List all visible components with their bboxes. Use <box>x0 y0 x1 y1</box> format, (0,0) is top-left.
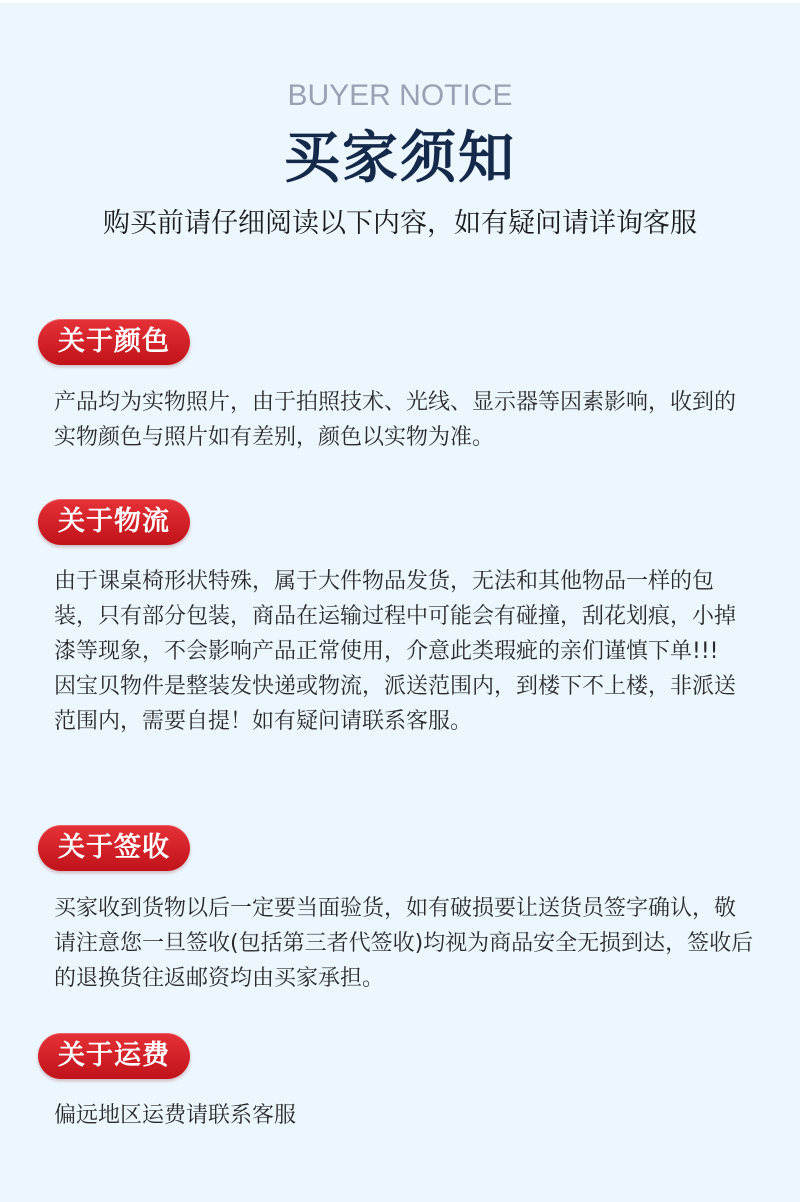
section-paragraph: 因宝贝物件是整装发快递或物流，派送范围内，到楼下不上楼，非派送范围内，需要自提！如有疑问请联系客服。 <box>54 674 737 734</box>
section-paragraph: 偏远地区运费请联系客服 <box>54 1103 297 1128</box>
section-body-signing <box>54 891 754 996</box>
section-body-logistics <box>54 564 754 739</box>
section-badge-signing: 关于签收 <box>38 825 190 871</box>
section-badge-logistics: 关于物流 <box>38 499 190 545</box>
section-paragraph: 产品均为实物照片，由于拍照技术、光线、显示器等因素影响，收到的实物颜色与照片如有差别，颜色以实物为准。 <box>54 390 737 450</box>
section-badge-color: 关于颜色 <box>38 319 190 365</box>
section-badge-shipping: 关于运费 <box>38 1033 190 1079</box>
page-title: 买家须知 <box>284 126 516 191</box>
section-body-shipping <box>54 1098 754 1133</box>
section-body-color <box>54 385 754 455</box>
section-paragraph: 由于课桌椅形状特殊，属于大件物品发货，无法和其他物品一样的包装，只有部分包装，商品在运输过程中可能会有碰撞，刮花划痕，小掉漆等现象，不会影响产品正常使用，介意此类瑕疵的亲们谨慎下单!!! <box>54 569 737 664</box>
eyebrow-text: BUYER NOTICE <box>287 79 513 112</box>
top-strip <box>0 0 800 3</box>
page-subtitle: 购买前请仔细阅读以下内容，如有疑问请详询客服 <box>103 208 697 239</box>
section-paragraph: 买家收到货物以后一定要当面验货，如有破损要让送货员签字确认，敬请注意您一旦签收(包括第三者代签收)均视为商品安全无损到达，签收后的退换货往返邮资均由买家承担。 <box>54 896 754 991</box>
